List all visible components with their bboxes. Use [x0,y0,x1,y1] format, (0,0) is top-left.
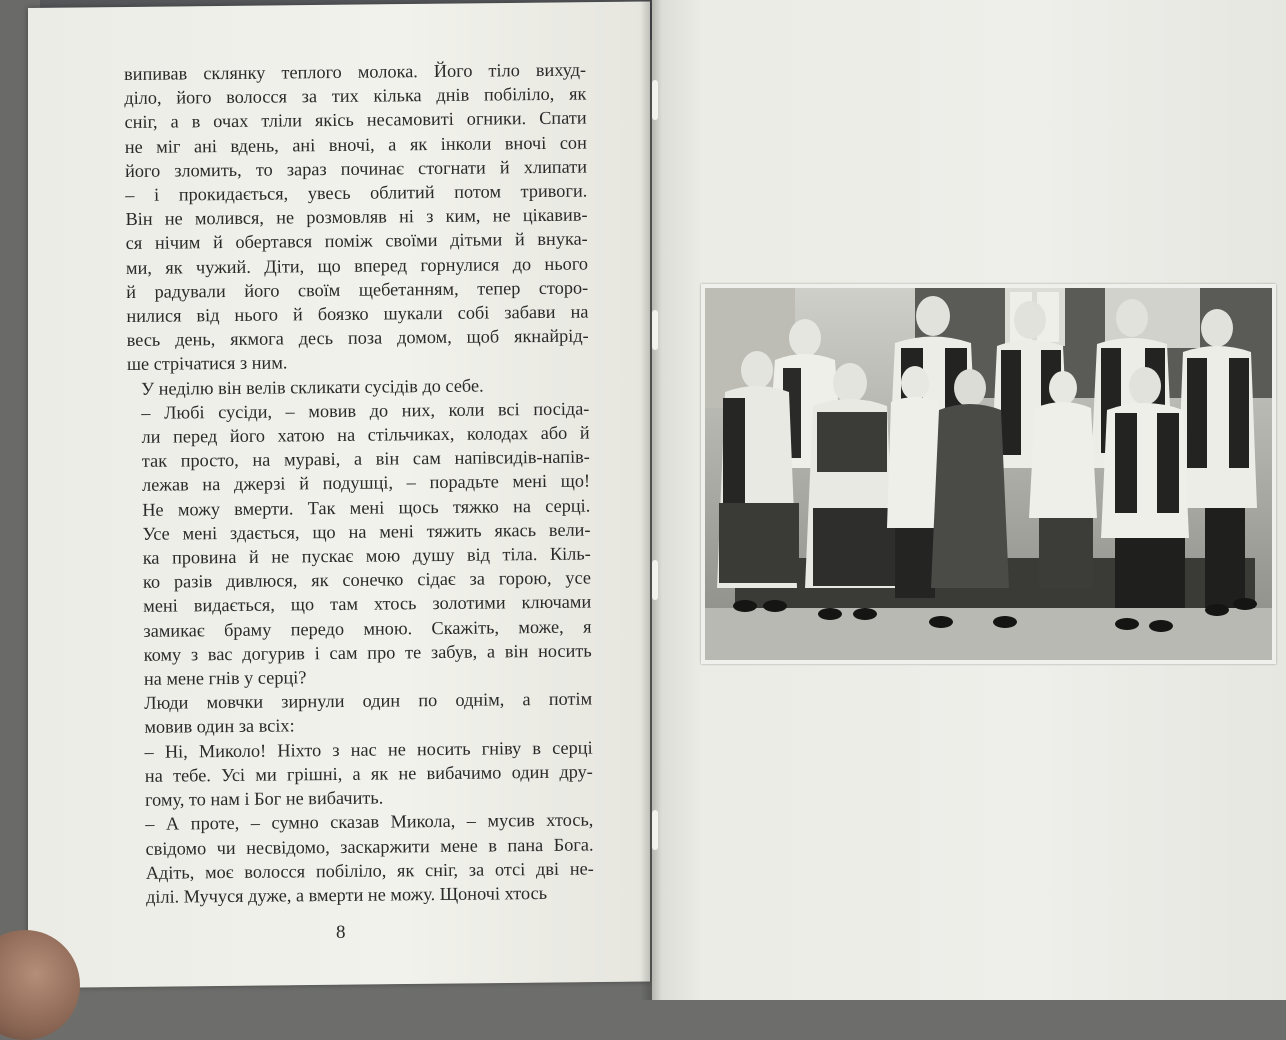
text-line: гому, то нам і Бог не вибачить. [144,787,384,810]
paragraph [131,735,594,812]
text-line: на мене гнів у серці? [143,667,307,689]
text-line: Люди мовчки зирнули один по однім, а потім [144,688,593,714]
text-line: на тебе. Усі ми грішні, а як не вибачимо один дру- [144,761,593,786]
binding-stitch [652,560,658,600]
text-line: ми, як чужий. Діти, що вперед горнулися до нього [125,253,589,278]
text-line: мені видається, що там хтось золотими ключами [143,592,592,617]
text-line: й радували його своїм щебетанням, тепер сторо- [126,277,589,302]
paragraph [131,808,594,909]
text-line: – і прокидається, увесь облитий потом тривоги. [125,180,588,206]
text-line: Адіть, моє волосся побіліло, як сніг, за отсі дві не- [145,858,594,883]
text-line: ка провина й не пускає мою душу від тіла. Кіль- [142,543,591,568]
group-photograph [705,288,1272,660]
text-line: лежав на джерзі й подушці, – порадьте мені що! [141,470,591,496]
text-line: свідомо чи несвідомо, заскаржити мене в пана Бога. [145,834,594,859]
binding-stitch [652,80,658,120]
text-line: сніг, а в очах тліли якісь несамовиті огники. Спати [124,107,587,133]
paragraph [130,687,592,740]
text-line: весь день, якмога десь поза домом, щоб якнайрід- [126,325,589,351]
text-line: ся нічим й обертався поміж своїми дітьми й внука- [125,228,588,254]
text-line: його зломить, то зараз починає стогнати й хлипати [124,156,588,181]
text-line: ше стрічатися з ним. [126,352,288,375]
text-line: діло, його волосся за тих кілька днів побіліло, як [124,83,587,109]
page-number: 8 [336,922,346,943]
text-line: кому з вас догурив і сам про те забув, а він носить [143,640,592,665]
binding-stitch [652,810,658,850]
paragraph [127,396,592,691]
text-line: Він не молився, не розмовляв ні з ким, не цікавив- [125,204,588,230]
paragraph [124,58,589,377]
text-line: У неділю він велів скликати сусідів до себе. [141,375,484,399]
text-line: – Ні, Миколо! Ніхто з нас не носить гніву в серці [144,737,593,762]
text-line: Не можу вмерти. Так мені щось тяжко на серці. [142,495,591,520]
text-line: мовив один за всіх: [144,715,295,738]
text-line: ділі. Мучуся дуже, а вмерти не можу. Щоночі хтось [145,882,548,907]
text-line: нилися від нього й боязко шукали собі забави на [126,301,589,327]
text-line: замикає браму передо мною. Скажіть, може, я [143,616,592,641]
text-line: ли перед його хатою на стільчиках, колодах або й [141,422,590,447]
ground [705,608,1272,660]
photo-frame [701,284,1276,664]
text-line: так просто, на мураві, а він сам напівсидів-напів- [141,446,590,472]
text-line: випивав склянку теплого молока. Його тіло вихуд- [124,59,587,84]
book-gutter [640,0,662,1000]
text-line: – Любі сусіди, – мовив до них, коли всі посіда- [141,398,590,423]
body-text [124,58,594,910]
text-line: не міг ані вдень, ані вночі, а як інколи вночі сон [124,132,587,157]
text-line: – А проте, – сумно сказав Микола, – мусив хтось, [145,809,594,835]
text-line: ко разів дивлюся, як сонечко сідає за горою, усе [142,567,592,593]
text-line: Усе мені здається, що на мені тяжить якась вели- [142,519,591,544]
binding-stitch [652,310,658,350]
